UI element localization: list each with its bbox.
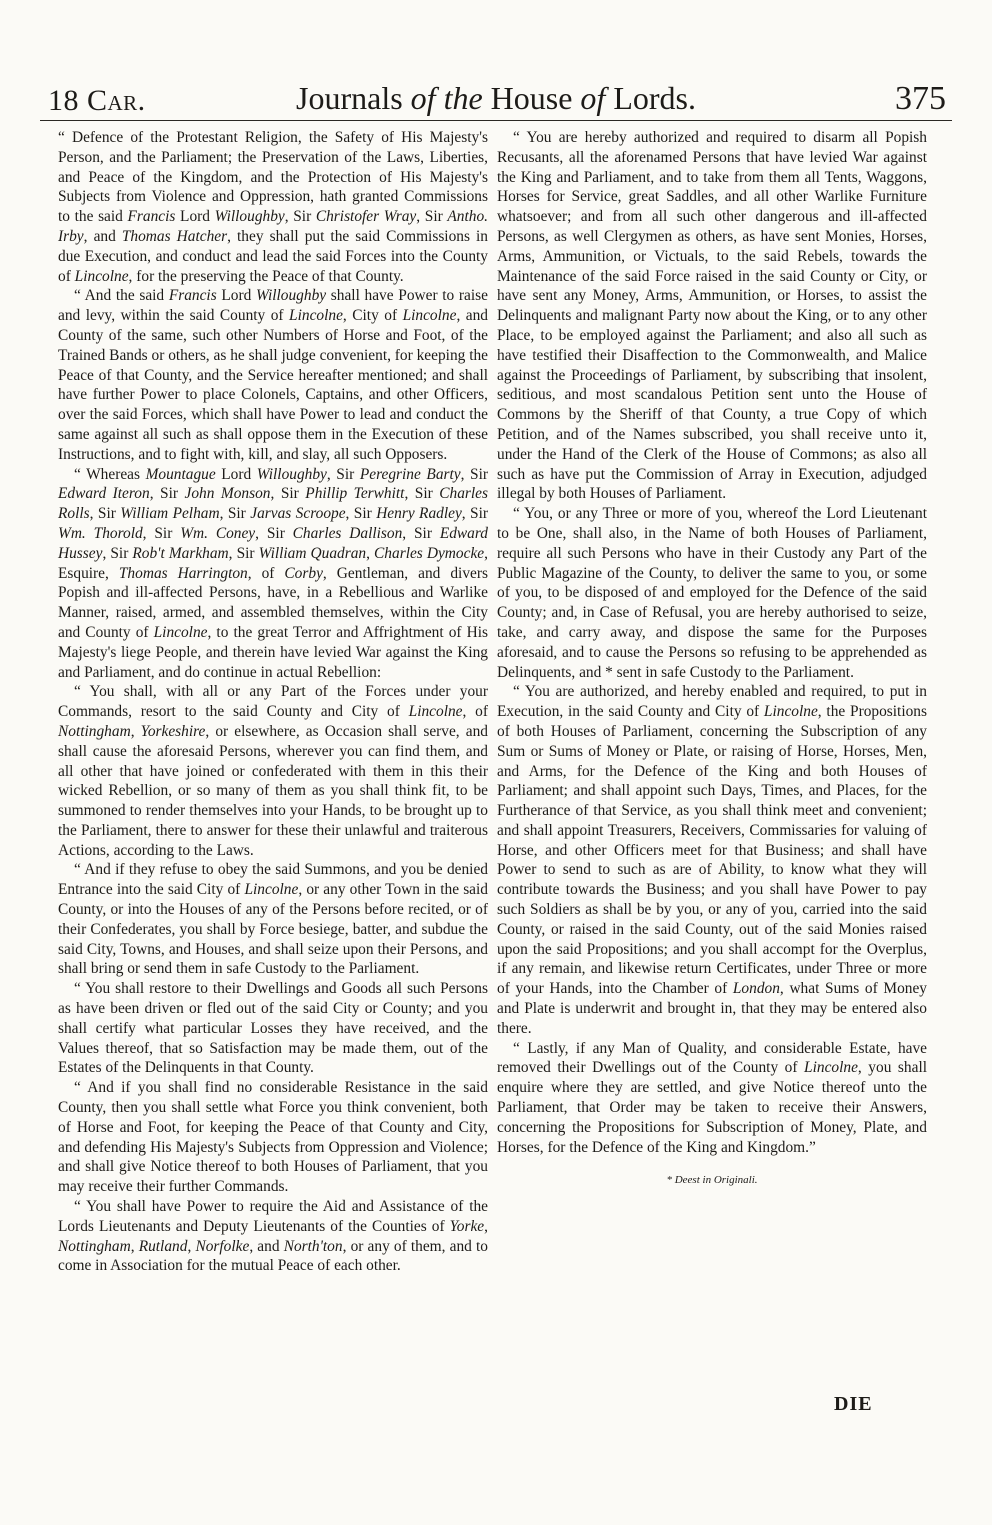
paragraph: “ And if you shall find no considerable Resistance in the said County, then you shall settle what Force you think convenient, both of Horse and Foot, for keeping the Peace of that County and City, and defending His Majesty's Subjects from Oppression and Violence; and shall give Notice thereof to both Houses of Parliament, that you may receive their further Commands. [58,1079,488,1196]
title-part: of the [402,80,491,116]
paragraph: “ Whereas Mountague Lord Willoughby, Sir Peregrine Barty, Sir Edward Iteron, Sir John Monson, Sir Phillip Terwhitt, Sir Charles Rolls, Sir William Pelham, Sir Jarvas Scroope, Sir Henry Radley, Sir Wm. Thorold, Sir Wm. Coney, Sir Charles Dallison, Sir Edward Hussey, Sir Rob't Markham, Sir William Quadran, Charles Dymocke, Esquire, Thomas Harrington, of Corby, Gentleman, and divers Popish and ill-affected Persons, have, in a Rebellious and Warlike Manner, raised, armed, and assembled themselves, within the City and County of Lincolne, to the great Terror and Affrightment of His Majesty's liege People, and therein have levied War against the King and Parliament, and do continue in actual Rebellion: [58,465,489,681]
paragraph: “ You shall restore to their Dwellings and Goods all such Persons as have been driven or fled out of the said City or County; and you shall certify what particular Losses they have received, and the Values thereof, that so Satisfaction may be made them, out of the Estates of the Delinquents in that County. [58,980,488,1077]
title-part: Journals [296,80,403,116]
paragraph: “ You, or any Three or more of you, whereof the Lord Lieutenant to be One, shall also, in the Name of both Houses of Parliament, require all such Persons who have in their Custody any Part of the Public Magazine of the County, to deliver the same to you, or some of you, to be disposed of and employed for the Defence of the said County; and, in Case of Refusal, you are hereby authorised to seize, take, and carry away, and dispose the same for the Purposes aforesaid, and to cause the Persons so refusing to be apprehended as Delinquents, and * sent in safe Custody to the Parliament. [497,505,927,681]
footnote: * Deest in Originali. [666,1174,758,1187]
paragraph: “ And if they refuse to obey the said Summons, and you be denied Entrance into the said City of Lincolne, or any other Town in the said County, or into the Houses of any of the Persons before recited, or of their Confederates, you shall by Force besiege, batter, and subdue the said City, Towns, and Houses, and shall seize upon their Persons, and shall bring or send them in safe Custody to the Parliament. [58,861,488,978]
running-header [40,78,952,121]
page-number: 375 [895,80,946,117]
paragraph: “ You are authorized, and hereby enabled and required, to put in Execution, in the said County and City of Lincolne, the Propositions of both Houses of Parliament, concerning the Subscription of any Sum or Sums of Money or Plate, or raising of Horse, Horses, Men, and Arms, for the Defence of the King and both Houses of Parliament; and shall appoint such Days, Times, and Places, for the Furtherance of that Service, as you shall think meet and convenient; and shall appoint Treasurers, Receivers, Commissaries for valuing of Horse, and other Officers meet for that Business; and shall have Power to send to such as are of Ability, to know what they will contribute towards the Business; and you shall have Power to pay such Soldiers as shall be by you, or any of you, carried into the said County, or raised in the said County, out of the said Monies raised upon the said Propositions; and you shall accompt for the Overplus, if any remain, and likewise return Certificates, under Three or more of your Hands, into the Chamber of London, what Sums of Money and Plate is underwrit and brought in, that they may be entered also there. [497,683,927,1037]
paragraph: “ You shall have Power to require the Aid and Assistance of the Lords Lieutenants and Deputy Lieutenants of the Counties of Yorke, Nottingham, Rutland, Norfolke, and North'ton, or any of them, and to come in Association for the mutual Peace of each other. [58,1198,488,1275]
paragraph: “ Defence of the Protestant Religion, the Safety of His Majesty's Person, and the Parliament; the Preservation of the Laws, Liberties, and Peace of the Kingdom, and the Protection of His Majesty's Subjects from Violence and Oppression, hath granted Commissions to the said Francis Lord Willoughby, Sir Christofer Wray, Sir Antho. Irby, and Thomas Hatcher, they shall put the said Commissions in due Execution, and conduct and lead the said Forces into the County of Lincolne, for the preserving the Peace of that County. [58,129,489,285]
journal-title [40,80,952,117]
paragraph: “ You shall, with all or any Part of the Forces under your Commands, resort to the said County and City of Lincolne, of Nottingham, Yorkeshire, or elsewhere, as Occasion shall serve, and shall cause the aforesaid Persons, wherever you can find them, and all other that have joined or confederated with them in this their wicked Rebellion, or so many of them as you shall think fit, to be summoned to render themselves into your Hands, to be brought up to the Parliament, there to answer for these their unlawful and traiterous Actions, according to the Laws. [58,683,488,859]
left-column [58,128,488,1276]
paragraph: “ And the said Francis Lord Willoughby shall have Power to raise and levy, within the said County of Lincolne, City of Lincolne, and County of the same, such other Numbers of Horse and Foot, of the Trained Bands or others, as he shall judge convenient, for keeping the Peace of that County, and the Service hereafter mentioned; and shall have further Power to place Colonels, Captains, and other Officers, over the said Forces, which shall have Power to lead and conduct the same against all such as shall oppose them in the Execution of these Instructions, and to fight with, kill, and slay, all such Opposers. [58,287,488,463]
paragraph: “ You are hereby authorized and required to disarm all Popish Recusants, all the aforenamed Persons that have levied War against the King and Parliament, and to take from them all Tents, Waggons, Horses for Service, great Saddles, and all other Warlike Furniture whatsoever; and from all such other dangerous and ill-affected Persons, as well Clergymen as others, as have sent Monies, Horses, Arms, Ammunition, or Victuals, to the said Rebels, towards the Maintenance of the said Force raised in the said County or City, or have sent any Money, Arms, Ammunition, or Horses, to assist the Delinquents and malignant Party now about the King, or to any other Place, to be employed against the Parliament; and also all such as have testified their Disaffection to the Commonwealth, and Malice against the Proceedings of Parliament, by subscribing that insolent, seditious, and most scandalous Petition sent unto the House of Commons by the Sheriff of that County, a true Copy of which Petition, and of the Names subscribed, you shall receive unto it, under the Hand of the Clerk of the House of Commons; as also all such as have put the Commission of Array in Execution, adjudged illegal by both Houses of Parliament. [497,129,927,503]
title-part: of [572,80,614,116]
paragraph: “ Lastly, if any Man of Quality, and considerable Estate, have removed their Dwellings out of the County of Lincolne, you shall enquire where they are settled, and give Notice thereof unto the Parliament, that Order may be taken to receive their Answers, concerning the Propositions for Subscription of Money, Plate, and Horses, for the Defence of the King and Kingdom.” [497,1039,927,1156]
right-column [497,128,927,1191]
catchword: DIE [834,1393,873,1415]
regnal-year: 18 Car. [48,84,146,117]
title-part: Lords. [613,80,696,116]
title-part: House [490,80,573,116]
